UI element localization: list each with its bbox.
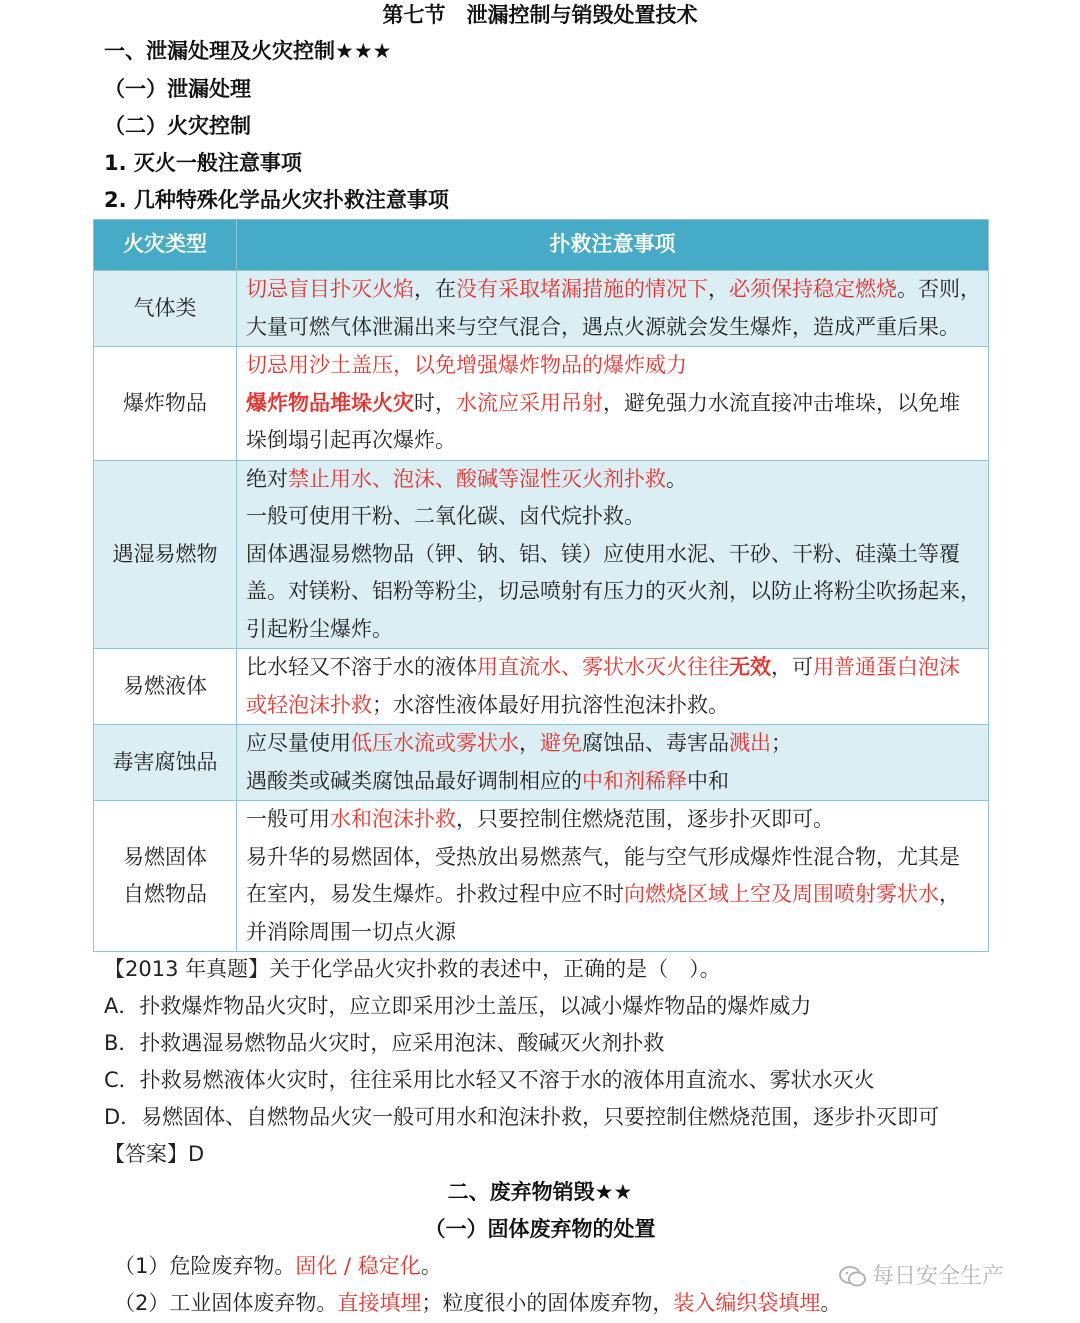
notes-text: 一般可使用干粉、二氧化碳、卤代烷扑救。 [246, 504, 645, 528]
notes-line [246, 839, 980, 877]
fire-notes-cell [237, 347, 989, 461]
notes-line [246, 573, 980, 611]
notes-text: 易升华的易燃固体，受热放出易燃蒸气，能与空气形成爆炸性混合物，尤其是 [246, 844, 960, 869]
notes-line [246, 649, 980, 687]
emphasis-text: 中和剂稀释 [582, 768, 687, 793]
waste-item-1 [114, 1248, 442, 1285]
section1-item1: 1. 灭火一般注意事项 [104, 151, 302, 175]
notes-text: 应尽量使用 [246, 731, 351, 755]
notes-text: 。否则， [897, 277, 981, 301]
notes-text: 时， [414, 390, 456, 415]
notes-text: 一般可用 [246, 807, 330, 831]
notes-line [246, 461, 980, 499]
notes-line [246, 271, 980, 309]
notes-text: 。 [666, 466, 687, 491]
question-option-c: C．扑救易燃液体火灾时，往往采用比水轻又不溶于水的液体用直流水、雾状水灭火 [104, 1068, 875, 1092]
notes-line [246, 309, 980, 347]
waste-item-2-mid: ；粒度很小的固体废弃物， [421, 1291, 674, 1315]
table-row [94, 649, 989, 725]
fire-type-label: 气体类 [133, 295, 197, 320]
fire-notes-cell [237, 801, 989, 952]
emphasis-text: 水流应采用吊射 [456, 390, 603, 415]
header-notes: 扑救注意事项 [237, 220, 989, 271]
notes-line [246, 385, 980, 423]
fire-notes-cell [237, 271, 989, 347]
waste-item-2-method: 直接填埋 [337, 1291, 422, 1315]
notes-text: 在室内，易发生爆炸。扑救过程中应不时 [246, 882, 624, 906]
notes-text: ， [939, 882, 960, 906]
emphasis-text: 无效 [729, 655, 771, 679]
fire-type-label: 自燃物品 [123, 882, 207, 906]
emphasis-text: 切忌盲目扑灭火焰 [246, 277, 414, 301]
section1-sub2: （二）火灾控制 [104, 114, 251, 138]
fire-type-label: 毒害腐蚀品 [112, 749, 218, 774]
notes-text: 比水轻又不溶于水的液体 [246, 655, 477, 679]
fire-type-cell [94, 460, 237, 649]
page-title: 第七节 泄漏控制与销毁处置技术 [382, 3, 698, 27]
notes-text: 腐蚀品、毒害品 [582, 731, 729, 755]
waste-item-1-method: 固化 / 稳定化 [295, 1254, 421, 1278]
section1-heading: 一、泄漏处理及火灾控制★★★ [104, 39, 392, 63]
notes-text: ，在 [414, 277, 456, 301]
notes-text: 绝对 [246, 466, 288, 491]
emphasis-text: 或轻泡沫扑救 [246, 692, 372, 717]
notes-text: ， [708, 277, 729, 301]
notes-line [246, 347, 980, 385]
notes-text: ，可 [771, 655, 813, 679]
waste-item-2-method2: 装入编织袋填埋 [673, 1291, 821, 1315]
emphasis-text: 禁止用水、泡沫、酸碱等湿性灭火剂扑救 [288, 466, 666, 491]
notes-text: ；水溶性液体最好用抗溶性泡沫扑救。 [372, 692, 729, 717]
notes-line [246, 876, 980, 914]
question-option-a: A．扑救爆炸物品火灾时，应立即采用沙土盖压，以减小爆炸物品的爆炸威力 [104, 994, 812, 1018]
fire-type-label: 易燃液体 [123, 673, 207, 698]
fire-type-label: 易燃固体 [123, 844, 207, 869]
notes-text: 垛倒塌引起再次爆炸。 [246, 428, 456, 452]
notes-line [246, 914, 980, 952]
fire-notes-cell [237, 725, 989, 801]
notes-line [246, 725, 980, 763]
fire-type-label: 遇湿易燃物 [112, 541, 218, 566]
watermark-text: 每日安全生产 [872, 1264, 1005, 1289]
fire-type-label: 爆炸物品 [123, 390, 207, 415]
fire-type-cell [94, 347, 237, 461]
notes-line [246, 611, 980, 649]
notes-text: 固体遇湿易燃物品（钾、钠、铝、镁）应使用水泥、干砂、干粉、硅藻土等覆 [246, 541, 960, 566]
emphasis-text: 爆炸物品堆垛火灾 [246, 390, 414, 415]
emphasis-text: 用普通蛋白泡沫 [813, 655, 960, 679]
waste-item-2 [114, 1285, 841, 1322]
notes-text: 盖。对镁粉、铝粉等粉尘，切忌喷射有压力的灭火剂，以防止将粉尘吹扬起来， [246, 579, 981, 603]
fire-type-cell [94, 725, 237, 801]
notes-text: ，避免强力水流直接冲击堆垛，以免堆 [603, 390, 960, 415]
notes-text: ，只要控制住燃烧范围，逐步扑灭即可。 [456, 807, 834, 831]
notes-text: ； [771, 731, 792, 755]
table-row [94, 271, 989, 347]
notes-line [246, 422, 980, 460]
fire-type-cell [94, 801, 237, 952]
question-answer: 【答案】D [104, 1142, 205, 1166]
table-body [94, 271, 989, 952]
emphasis-text: 没有采取堵漏措施的情况下 [456, 277, 708, 301]
emphasis-text: 避免 [540, 731, 582, 755]
question-option-b: B．扑救遇湿易燃物品火灾时，应采用泡沫、酸碱灭火剂扑救 [104, 1031, 665, 1055]
notes-line [246, 763, 980, 801]
notes-text: 中和 [687, 768, 729, 793]
section1-sub1: （一）泄漏处理 [104, 77, 251, 101]
emphasis-text: 用直流水、雾状水灭火往往 [477, 655, 729, 679]
fire-type-cell [94, 649, 237, 725]
waste-item-2-label: （2）工业固体废弃物。 [114, 1291, 338, 1315]
emphasis-text: 切忌用沙土盖压，以免增强爆炸物品的爆炸威力 [246, 353, 687, 377]
notes-line [246, 801, 980, 839]
notes-line [246, 536, 980, 574]
table-row [94, 725, 989, 801]
table-row [94, 460, 989, 649]
section2-sub1: （一）固体废弃物的处置 [424, 1217, 656, 1241]
notes-line [246, 498, 980, 536]
question-option-d: D．易燃固体、自燃物品火灾一般可用水和泡沫扑救，只要控制住燃烧范围，逐步扑灭即可 [104, 1105, 940, 1129]
emphasis-text: 水和泡沫扑救 [330, 807, 456, 831]
notes-text: ， [519, 731, 540, 755]
waste-item-1-label: （1）危险废弃物。 [114, 1254, 296, 1278]
notes-text: 并消除周围一切点火源 [246, 919, 456, 944]
notes-text: 大量可燃气体泄漏出来与空气混合，遇点火源就会发生爆炸，造成严重后果。 [246, 314, 960, 339]
fire-type-cell [94, 271, 237, 347]
waste-item-2-end: 。 [820, 1291, 842, 1315]
question-stem: 【2013 年真题】关于化学品火灾扑救的表述中，正确的是（ ）。 [104, 957, 721, 981]
waste-item-1-end: 。 [420, 1254, 442, 1278]
section2-heading: 二、废弃物销毁★★ [447, 1180, 633, 1204]
fire-table [93, 219, 988, 952]
table-row [94, 801, 989, 952]
emphasis-text: 溅出 [729, 731, 771, 755]
table-row [94, 347, 989, 461]
section1-item2: 2. 几种特殊化学品火灾扑救注意事项 [104, 188, 449, 212]
header-fire-type: 火灾类型 [94, 220, 237, 271]
emphasis-text: 必须保持稳定燃烧 [729, 277, 897, 301]
fire-notes-cell [237, 460, 989, 649]
notes-text: 引起粉尘爆炸。 [246, 616, 393, 641]
watermark [838, 1262, 1004, 1292]
wechat-icon [838, 1264, 868, 1290]
emphasis-text: 低压水流或雾状水 [351, 731, 519, 755]
emphasis-text: 向燃烧区域上空及周围喷射雾状水 [624, 882, 939, 906]
fire-notes-cell [237, 649, 989, 725]
notes-text: 遇酸类或碱类腐蚀品最好调制相应的 [246, 768, 582, 793]
notes-line [246, 687, 980, 725]
